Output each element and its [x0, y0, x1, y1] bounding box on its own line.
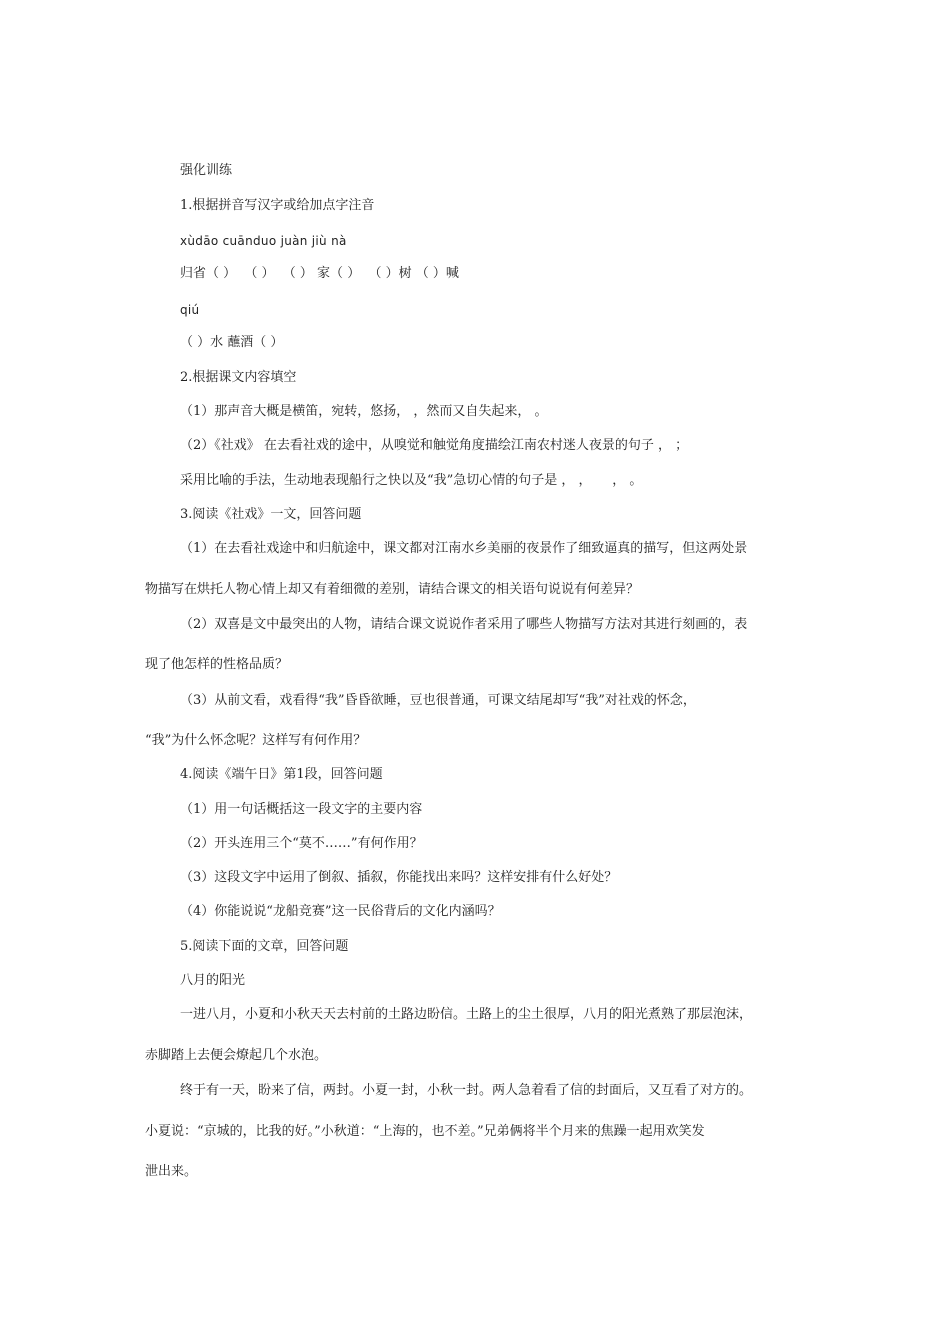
- question-2-item-2-cont: 采用比喻的手法，生动地表现船行之快以及“我”急切心情的句子是 ， ， ， 。: [180, 473, 643, 488]
- question-4-title: 4.阅读《端午日》第1段，回答问题: [180, 767, 383, 782]
- article-paragraph-2-line-2: 小夏说：“京城的，比我的好。”小秋道：“上海的，也不差。”兄弟俩将半个月来的焦躁一起用欢笑发: [145, 1124, 705, 1139]
- question-2-title: 2.根据课文内容填空: [180, 370, 297, 385]
- article-paragraph-2-line-1: 终于有一天，盼来了信，两封。小夏一封，小秋一封。两人急着看了信的封面后，又互看了对方的。: [180, 1083, 753, 1098]
- question-4-item-2: （2）开头连用三个“莫不……”有何作用？: [180, 836, 423, 851]
- article-paragraph-1-line-1: 一进八月，小夏和小秋天天去村前的土路边盼信。土路上的尘土很厚，八月的阳光煮熟了那层泡沫，: [180, 1007, 753, 1022]
- fill-blank-line-a: 归省（ ） （ ） （ ） 家（ ） （ ）树 （ ）喊: [180, 266, 459, 281]
- question-3-item-2-line-2: 现了他怎样的性格品质？: [145, 657, 289, 672]
- pinyin-line-b: qiú: [180, 303, 200, 317]
- section-heading: 强化训练: [180, 163, 233, 178]
- question-3-item-1-line-2: 物描写在烘托人物心情上却又有着细微的差别，请结合课文的相关语句说说有何差异？: [145, 582, 640, 597]
- question-4-item-3: （3）这段文字中运用了倒叙、插叙，你能找出来吗？这样安排有什么好处？: [180, 870, 618, 885]
- pinyin-line-a: xùdāo cuānduo juàn jiù nà: [180, 234, 347, 248]
- question-3-item-1-line-1: （1）在去看社戏途中和归航途中，课文都对江南水乡美丽的夜景作了细致逼真的描写，但这两处景: [180, 541, 748, 556]
- fill-blank-line-b: （ ）水 蘸酒（ ）: [180, 335, 284, 350]
- question-4-item-4: （4）你能说说“龙船竞赛”这一民俗背后的文化内涵吗？: [180, 904, 501, 919]
- article-title: 八月的阳光: [180, 973, 246, 988]
- question-3-item-2-line-1: （2）双喜是文中最突出的人物，请结合课文说说作者采用了哪些人物描写方法对其进行刻画的，表: [180, 617, 748, 632]
- question-3-item-3-line-2: “我”为什么怀念呢？这样写有何作用？: [145, 733, 367, 748]
- question-3-title: 3.阅读《社戏》一文，回答问题: [180, 507, 362, 522]
- question-4-item-1: （1）用一句话概括这一段文字的主要内容: [180, 802, 423, 817]
- question-1-title: 1.根据拼音写汉字或给加点字注音: [180, 198, 375, 213]
- question-2-item-1: （1）那声音大概是横笛，宛转，悠扬， ，然而又自失起来， 。: [180, 404, 548, 419]
- question-5-title: 5.阅读下面的文章，回答问题: [180, 939, 349, 954]
- question-3-item-3-line-1: （3）从前文看，戏看得“我”昏昏欲睡，豆也很普通，可课文结尾却写“我”对社戏的怀念，: [180, 693, 696, 708]
- article-paragraph-1-line-2: 赤脚踏上去便会燎起几个水泡。: [145, 1048, 328, 1063]
- question-2-item-2: （2）《社戏》 在去看社戏的途中，从嗅觉和触觉角度描绘江南农村迷人夜景的句子 ， ；: [180, 438, 689, 453]
- article-paragraph-2-line-3: 泄出来。: [145, 1164, 198, 1179]
